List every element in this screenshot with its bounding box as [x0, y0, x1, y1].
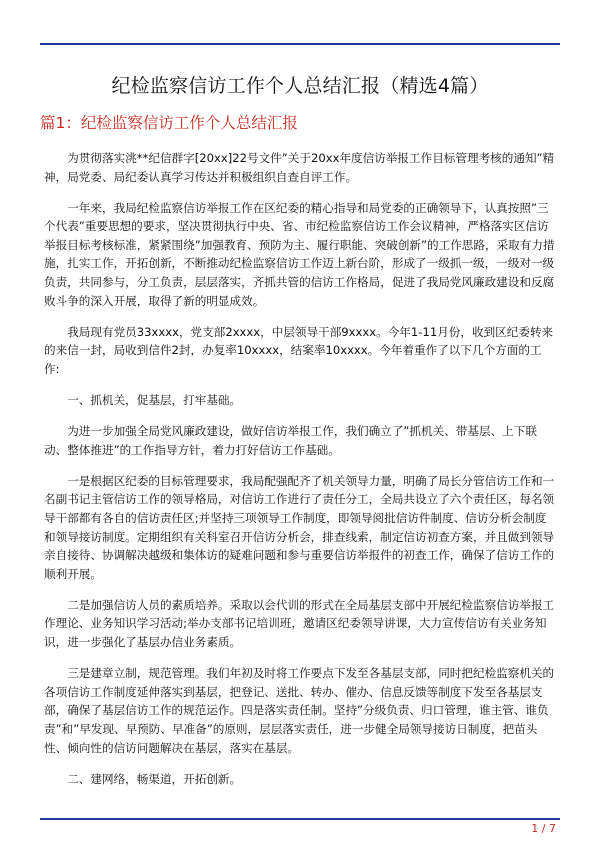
document-body: [44, 149, 556, 801]
section-heading: 篇1：纪检监察信访工作个人总结汇报: [40, 114, 298, 132]
document-title: 纪检监察信访工作个人总结汇报（精选4篇）: [111, 75, 489, 97]
body-paragraph: 我局现有党员33xxxx，党支部2xxxx，中层领导干部9xxxx。今年1-11月份，收到区纪委转来的来信一封，局收到信件2封，办复率10xxxx，结案率10xxxx。今年着重作了以下几个方面的工作:: [44, 324, 554, 376]
body-paragraph: 三是建章立制，规范管理。我们年初及时将工作要点下发至各基层支部，同时把纪检监察机关的各项信访工作制度延伸落实到基层，把登记、送批、转办、催办、信息反馈等制度下发至各基层支部，确保了基层信访工作的规范运作。四是落实责任制。坚持”分级负责、归口管理，谁主管、谁负责”和”早发现、早预防、早准备”的原则，层层落实责任，进一步健全局领导接访日制度，把苗头性、倾向性的信访问题解决在基层，落实在基层。: [44, 666, 555, 755]
body-paragraph: 为贯彻落实洮**纪信群字[20xx]22号文件”关于20xx年度信访举报工作目标管理考核的通知”精神，局党委、局纪委认真学习传达并积极组织自查自评工作。: [44, 151, 555, 184]
header-rule: [40, 43, 560, 45]
body-paragraph: 一年来，我局纪检监察信访举报工作在区纪委的精心指导和局党委的正确领导下，认真按照”三个代表”重要思想的要求，坚决贯彻执行中央、省、市纪检监察信访工作会议精神，严格落实区信访举报目标考核标准，紧紧围绕”加强教育、预防为主、履行职能、突破创新”的工作思路，采取有力措施，扎实工作，开拓创新，不断推动纪检监察信访工作迈上新台阶，形成了一级抓一级，一级对一级负责，共同参与，分工负责，层层落实，齐抓共管的信访工作格局，促进了我局党风廉政建设和反腐败斗争的深入开展，取得了新的明显成效。: [44, 200, 555, 308]
body-paragraph: 一是根据区纪委的目标管理要求，我局配强配齐了机关领导力量，明确了局长分管信访工作和一名副书记主管信访工作的领导格局，对信访工作进行了责任分工，全局共设立了六个责任区，每名领导干部都有各自的信访责任区;并坚持三项领导工作制度，即领导阅批信访件制度、信访分析会制度和领导接访制度。定期组织有关科室召开信访分析会，排查线索，制定信访初查方案，并且做到领导亲自接待、协调解决越级和集体访的疑难问题和参与重要信访举报件的初查工作，确保了信访工作的顺利开展。: [44, 473, 555, 581]
body-paragraph: 二是加强信访人员的素质培养。采取以会代训的形式在全局基层支部中开展纪检监察信访举报工作理论、业务知识学习活动;举办支部书记培训班，邀请区纪委领导讲课，大力宣传信访有关业务知识，进一步强化了基层办信业务素质。: [44, 597, 555, 650]
footer-rule: [40, 818, 560, 820]
page-number: 1 / 7: [531, 822, 556, 835]
subsection-heading: 一、抓机关，促基层，打牢基础。: [44, 393, 242, 408]
subsection-heading: 二、建网络，畅渠道，开拓创新。: [44, 771, 242, 786]
body-paragraph: 为进一步加强全局党风廉政建设，做好信访举报工作，我们确立了”抓机关、带基层、上下联动、整体推进”的工作指导方针，着力打好信访工作基础。: [44, 424, 537, 457]
